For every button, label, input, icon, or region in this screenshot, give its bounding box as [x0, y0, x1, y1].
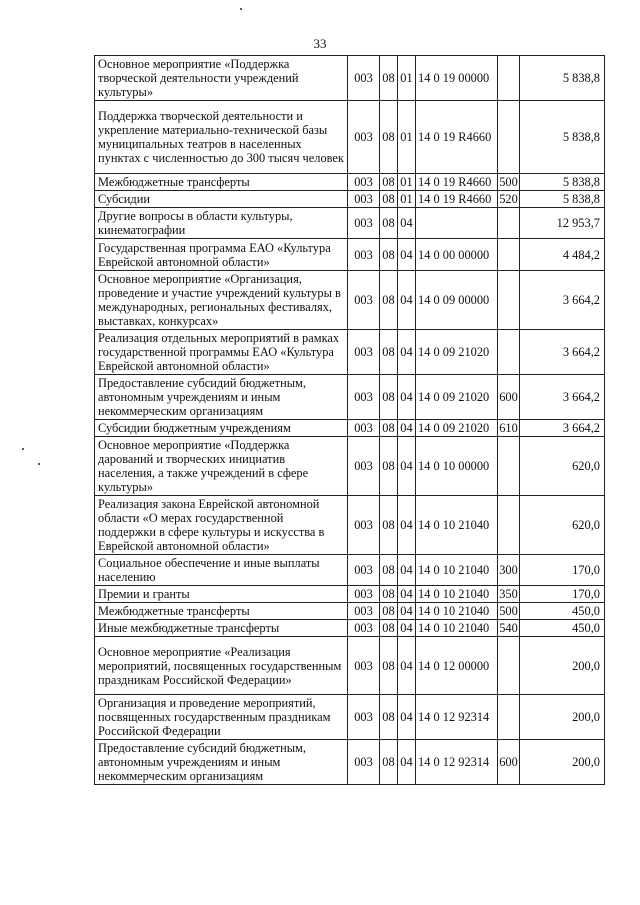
row-subsection-code: 04: [398, 695, 416, 740]
row-target-code: 14 0 09 21020: [416, 330, 498, 375]
row-section-code: 08: [380, 555, 398, 586]
table-row: [95, 740, 605, 785]
table-row: [95, 101, 605, 174]
table-row: [95, 437, 605, 496]
table-row: [95, 496, 605, 555]
row-admin-code: 003: [348, 271, 380, 330]
row-subsection-code: 04: [398, 239, 416, 271]
row-name: Реализация закона Еврейской автономной области «О мерах государственной поддержки в сфере культуры и искусства в Еврейской автономной области»: [95, 496, 348, 555]
row-subsection-code: 04: [398, 330, 416, 375]
row-name: Предоставление субсидий бюджетным, автономным учреждениям и иным некоммерческим организациям: [95, 740, 348, 785]
row-admin-code: 003: [348, 496, 380, 555]
row-expense-type-code: 500: [499, 604, 518, 618]
row-amount: 5 838,8: [520, 56, 605, 101]
row-name: Реализация отдельных мероприятий в рамках государственной программы ЕАО «Культура Еврейской автономной области»: [95, 330, 348, 375]
row-subsection-code: 04: [398, 637, 416, 695]
row-expense-type-code: [498, 208, 520, 239]
row-expense-type-code: 540: [499, 621, 518, 635]
row-subsection-code: 04: [398, 437, 416, 496]
row-target-code: 14 0 19 R4660: [416, 191, 498, 208]
table-row: [95, 271, 605, 330]
row-amount: 3 664,2: [520, 330, 605, 375]
row-admin-code: 003: [348, 555, 380, 586]
row-subsection-code: 01: [398, 191, 416, 208]
row-section-code: 08: [380, 437, 398, 496]
row-target-code: 14 0 09 21020: [416, 420, 498, 437]
row-subsection-code: 04: [398, 740, 416, 785]
row-subsection-code: 04: [398, 208, 416, 239]
row-expense-type-code: 600: [498, 740, 520, 785]
row-admin-code: 003: [348, 375, 380, 420]
row-subsection-code: 04: [398, 555, 416, 586]
row-subsection-code: 04: [398, 271, 416, 330]
row-amount: 620,0: [520, 496, 605, 555]
table-row: [95, 56, 605, 101]
row-target-code: 14 0 09 21020: [416, 375, 498, 420]
row-amount: 620,0: [520, 437, 605, 496]
row-name: Иные межбюджетные трансферты: [95, 620, 348, 637]
row-name: Основное мероприятие «Организация, проведение и участие учреждений культуры в международных, региональных фестивалях, выставках, конкурсах»: [95, 271, 348, 330]
scan-mark-left-2: [38, 463, 40, 465]
row-name: Государственная программа ЕАО «Культура Еврейской автономной области»: [95, 239, 348, 271]
row-subsection-code: 04: [398, 375, 416, 420]
row-admin-code: 003: [348, 603, 380, 620]
row-subsection-code: 04: [398, 586, 416, 603]
row-target-code: 14 0 19 R4660: [416, 174, 498, 191]
row-section-code: 08: [380, 56, 398, 101]
table-row: [95, 191, 605, 208]
row-expense-type-code: [498, 330, 520, 375]
table-row: [95, 208, 605, 239]
row-amount: 450,0: [520, 603, 605, 620]
row-subsection-code: 04: [398, 496, 416, 555]
table-row: [95, 620, 605, 637]
table-row: [95, 420, 605, 437]
row-amount: 170,0: [520, 555, 605, 586]
row-amount: 5 838,8: [520, 174, 605, 191]
row-amount: 12 953,7: [520, 208, 605, 239]
row-section-code: 08: [380, 637, 398, 695]
row-name: Поддержка творческой деятельности и укрепление материально-технической базы муниципальных театров в населенных пунктах с численностью до 300 тысяч человек: [95, 101, 348, 174]
row-admin-code: 003: [348, 637, 380, 695]
row-admin-code: 003: [348, 437, 380, 496]
row-expense-type-code: 610: [499, 421, 518, 435]
table-row: [95, 330, 605, 375]
row-admin-code: 003: [348, 191, 380, 208]
row-admin-code: 003: [348, 239, 380, 271]
table-row: [95, 375, 605, 420]
row-expense-type-code: 600: [498, 375, 520, 420]
table-row: [95, 603, 605, 620]
row-subsection-code: 04: [398, 420, 416, 437]
table-row: [95, 695, 605, 740]
row-section-code: 08: [380, 271, 398, 330]
row-expense-type-code: [498, 101, 520, 174]
row-name: Основное мероприятие «Реализация мероприятий, посвященных государственным праздникам Российской Федерации»: [95, 637, 348, 695]
row-amount: 200,0: [520, 637, 605, 695]
row-name: Межбюджетные трансферты: [95, 603, 348, 620]
row-section-code: 08: [380, 695, 398, 740]
row-section-code: 08: [380, 375, 398, 420]
table-row: [95, 174, 605, 191]
row-name: Субсидии: [95, 191, 348, 208]
row-target-code: 14 0 12 92314: [416, 695, 498, 740]
row-target-code: 14 0 10 21040: [416, 496, 498, 555]
row-target-code: 14 0 10 00000: [416, 437, 498, 496]
row-expense-type-code: [498, 239, 520, 271]
row-admin-code: 003: [348, 620, 380, 637]
table-row: [95, 239, 605, 271]
row-amount: 170,0: [520, 586, 605, 603]
row-name: Субсидии бюджетным учреждениям: [95, 420, 348, 437]
row-expense-type-code: 300: [498, 555, 520, 586]
budget-table: [94, 55, 605, 785]
row-admin-code: 003: [348, 420, 380, 437]
row-section-code: 08: [380, 330, 398, 375]
row-section-code: 08: [380, 420, 398, 437]
row-name: Основное мероприятие «Поддержка творческой деятельности учреждений культуры»: [95, 56, 348, 101]
row-name: Другие вопросы в области культуры, кинематографии: [95, 208, 348, 239]
row-admin-code: 003: [348, 695, 380, 740]
row-expense-type-code: [498, 695, 520, 740]
row-expense-type-code: 520: [499, 192, 518, 206]
row-section-code: 08: [380, 191, 398, 208]
row-section-code: 08: [380, 101, 398, 174]
row-expense-type-code: [498, 271, 520, 330]
row-target-code: 14 0 10 21040: [416, 620, 498, 637]
row-section-code: 08: [380, 239, 398, 271]
row-amount: 3 664,2: [520, 271, 605, 330]
row-amount: 4 484,2: [520, 239, 605, 271]
page-number: 33: [313, 36, 327, 51]
scan-mark-left: [22, 448, 24, 450]
row-target-code: 14 0 10 21040: [416, 603, 498, 620]
row-name: Премии и гранты: [95, 586, 348, 603]
row-target-code: [416, 208, 498, 239]
row-section-code: 08: [380, 740, 398, 785]
row-admin-code: 003: [348, 101, 380, 174]
row-admin-code: 003: [348, 740, 380, 785]
row-target-code: 14 0 10 21040: [416, 586, 498, 603]
row-section-code: 08: [380, 174, 398, 191]
row-target-code: 14 0 12 92314: [416, 740, 498, 785]
row-section-code: 08: [380, 208, 398, 239]
row-subsection-code: 01: [398, 101, 416, 174]
row-admin-code: 003: [348, 586, 380, 603]
row-admin-code: 003: [348, 174, 380, 191]
table-row: [95, 637, 605, 695]
row-subsection-code: 04: [398, 620, 416, 637]
row-section-code: 08: [380, 496, 398, 555]
row-amount: 200,0: [520, 740, 605, 785]
row-subsection-code: 01: [398, 56, 416, 101]
row-section-code: 08: [380, 620, 398, 637]
row-expense-type-code: [498, 56, 520, 101]
row-expense-type-code: 500: [499, 175, 518, 189]
row-amount: 5 838,8: [520, 101, 605, 174]
row-name: Основное мероприятие «Поддержка дарований и творческих инициатив населения, а также учреждений в сфере культуры»: [95, 437, 348, 496]
row-expense-type-code: 350: [499, 587, 518, 601]
table-row: [95, 586, 605, 603]
row-amount: 3 664,2: [520, 420, 605, 437]
row-expense-type-code: [498, 637, 520, 695]
row-target-code: 14 0 10 21040: [416, 555, 498, 586]
row-section-code: 08: [380, 586, 398, 603]
row-target-code: 14 0 19 00000: [416, 56, 498, 101]
row-admin-code: 003: [348, 208, 380, 239]
row-name: Предоставление субсидий бюджетным, автономным учреждениям и иным некоммерческим организациям: [95, 375, 348, 420]
row-admin-code: 003: [348, 56, 380, 101]
row-amount: 450,0: [520, 620, 605, 637]
row-subsection-code: 04: [398, 603, 416, 620]
table-row: [95, 555, 605, 586]
row-target-code: 14 0 12 00000: [416, 637, 498, 695]
row-subsection-code: 01: [398, 174, 416, 191]
row-section-code: 08: [380, 603, 398, 620]
row-amount: 200,0: [520, 695, 605, 740]
row-target-code: 14 0 09 00000: [416, 271, 498, 330]
row-name: Организация и проведение мероприятий, посвященных государственным праздникам Российской Федерации: [95, 695, 348, 740]
row-name: Социальное обеспечение и иные выплаты населению: [95, 555, 348, 586]
row-amount: 3 664,2: [520, 375, 605, 420]
row-amount: 5 838,8: [520, 191, 605, 208]
row-target-code: 14 0 19 R4660: [416, 101, 498, 174]
row-expense-type-code: [498, 437, 520, 496]
row-expense-type-code: [498, 496, 520, 555]
row-admin-code: 003: [348, 330, 380, 375]
row-name: Межбюджетные трансферты: [95, 174, 348, 191]
row-target-code: 14 0 00 00000: [416, 239, 498, 271]
scan-mark-top: [240, 8, 242, 10]
